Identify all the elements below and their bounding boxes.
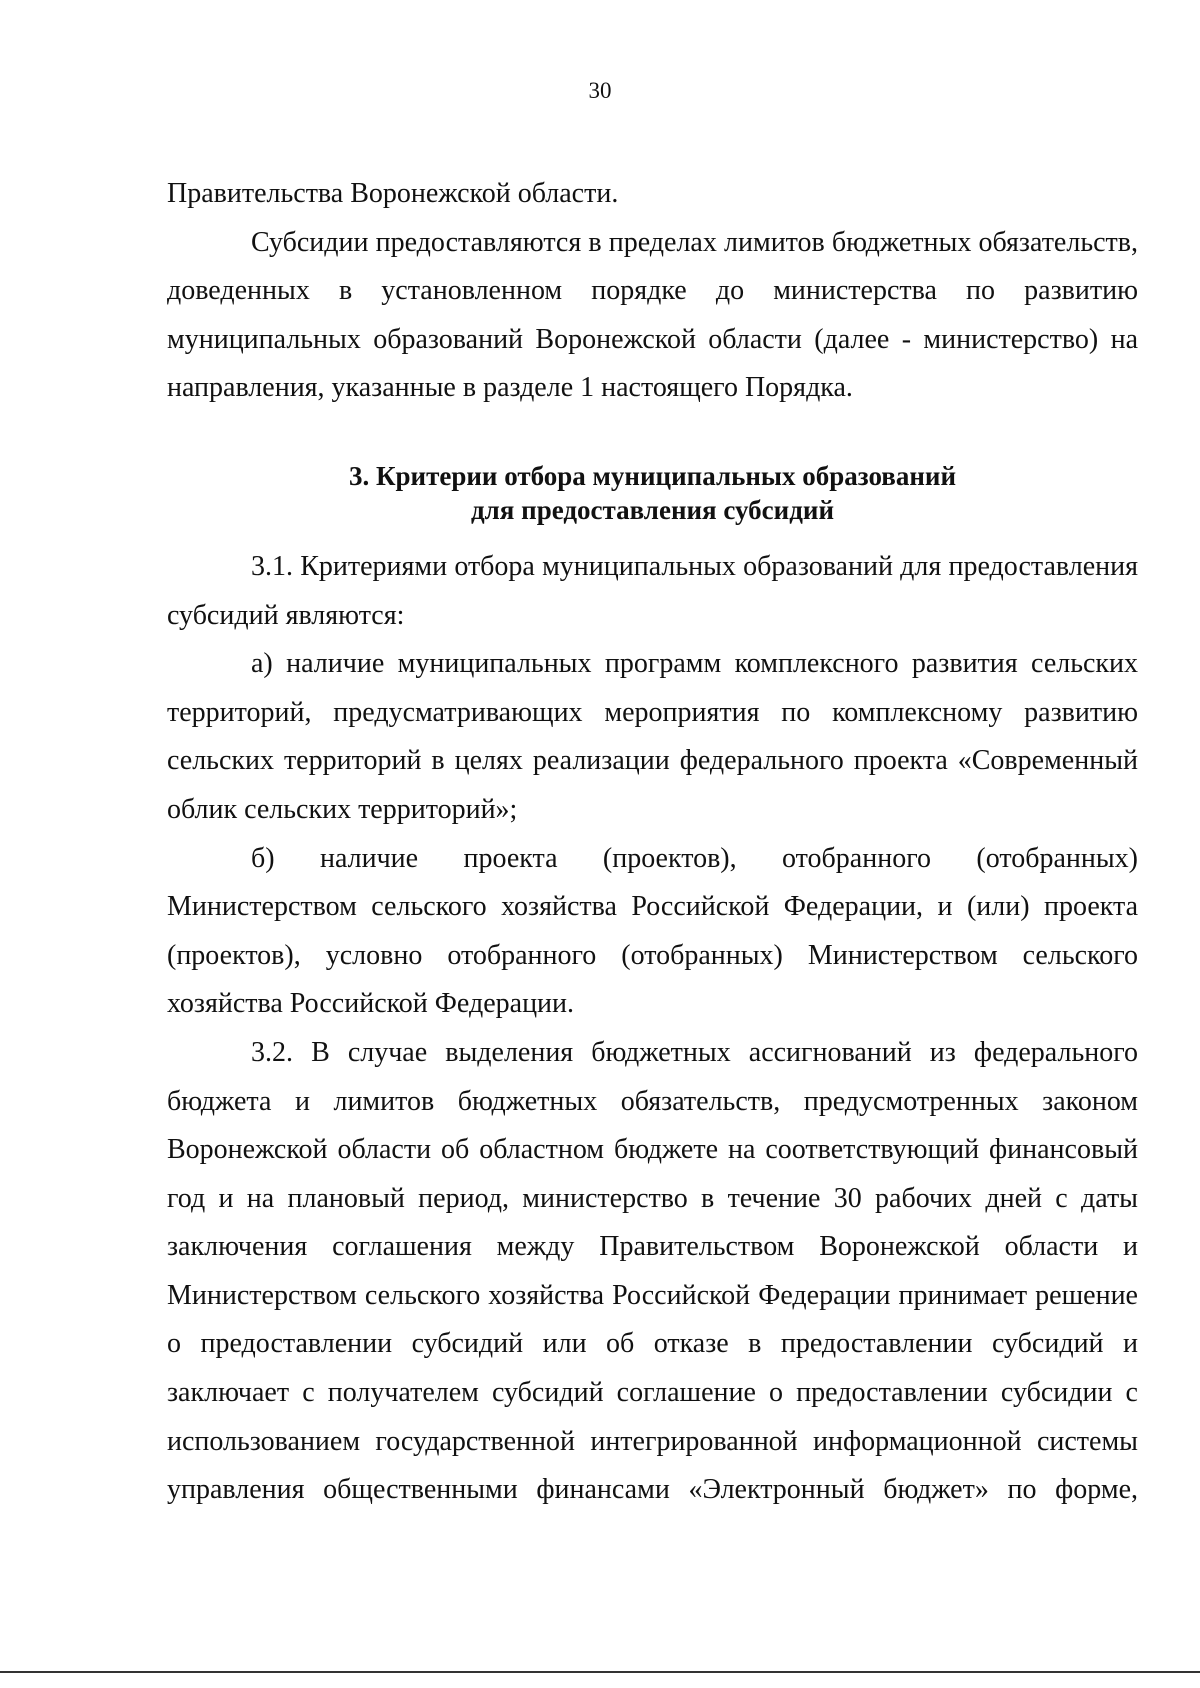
paragraph-continuation: Правительства Воронежской области. [167, 178, 619, 209]
paragraph-3-2: 3.2. В случае выделения бюджетных ассигнований из федерального бюджета и лимитов бюджетных обязательств, предусмотренных законом Воронежской области об областном бюджете на соответствующий финансовый год и на плановый период, министерство в течение 30 рабочих дней с даты заключения соглашения между Правительством Воронежской области и Министерством сельского хозяйства Российской Федерации принимает решение о предоставлении субсидий или об отказе в предоставлении субсидий и заключает с получателем субсидий соглашение о предоставлении субсидии с использованием государственной интегрированной информационной системы управления общественными финансами «Электронный бюджет» по форме, [167, 1036, 1138, 1506]
section-3-title-line-2: для предоставления субсидий [470, 494, 834, 525]
paragraph-3-1-b: б) наличие проекта (проектов), отобранного (отобранных) Министерством сельского хозяйства Российской Федерации, и (или) проекта (проектов), условно отобранного (отобранных) Министерством сельского хозяйства Российской Федерации. [167, 842, 1138, 1020]
section-3-heading [167, 459, 1138, 527]
page-number: 30 [588, 78, 612, 103]
page-bottom-rule [0, 1671, 1200, 1673]
paragraph-3-1: 3.1. Критериями отбора муниципальных образований для предоставления субсидий являются: [167, 550, 1138, 631]
paragraph-3-1-a: а) наличие муниципальных программ комплексного развития сельских территорий, предусматривающих мероприятия по комплексному развитию сельских территорий в целях реализации федерального проекта «Современный облик сельских территорий»; [167, 648, 1138, 825]
document-body [167, 170, 1138, 1515]
section-3-title-line-1: 3. Критерии отбора муниципальных образований [348, 460, 957, 491]
paragraph-subsidies: Субсидии предоставляются в пределах лимитов бюджетных обязательств, доведенных в установленном порядке до министерства по развитию муниципальных образований Воронежской области (далее - министерство) на направления, указанные в разделе 1 настоящего Порядка. [167, 226, 1138, 404]
